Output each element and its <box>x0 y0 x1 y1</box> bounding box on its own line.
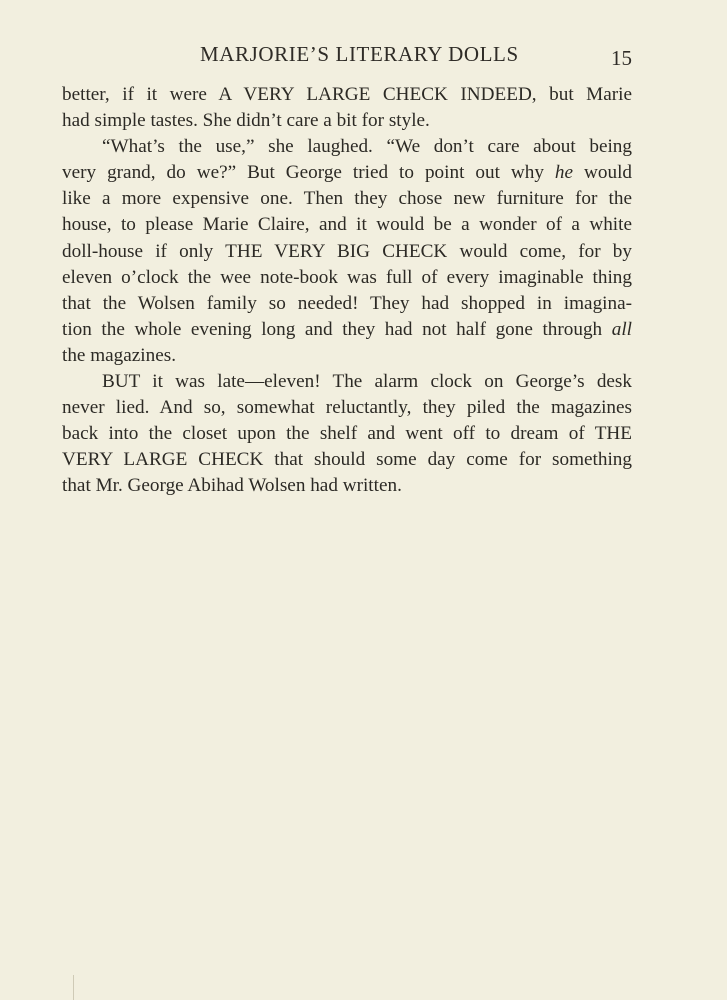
text-line: back into the closet upon the shelf and went off to dream of THE <box>62 423 632 445</box>
text-line: that Mr. George Abihad Wolsen had written. <box>62 475 402 497</box>
text-line: that the Wolsen family so needed! They had shopped in imagina- <box>62 292 632 314</box>
running-head <box>0 42 727 72</box>
emphasis-text: all <box>611 318 632 340</box>
text-line: “What’s the use,” she laughed. “We don’t care about being <box>102 136 632 158</box>
text-line: house, to please Marie Claire, and it would be a wonder of a white <box>62 214 632 236</box>
text-line: BUT it was late—eleven! The alarm clock on George’s desk <box>102 371 632 393</box>
text-line: like a more expensive one. Then they chose new furniture for the <box>62 188 632 210</box>
text-line: VERY LARGE CHECK that should some day come for something <box>62 449 632 471</box>
text-line: the magazines. <box>62 344 177 366</box>
text-line: doll-house if only THE VERY BIG CHECK would come, for by <box>62 240 632 262</box>
emphasis-text: he <box>554 162 574 184</box>
page-edge-mark <box>73 975 74 1000</box>
text-line: very grand, do we?” But George tried to point out why he would <box>62 162 632 184</box>
body-text <box>62 82 632 500</box>
text-line: better, if it were A VERY LARGE CHECK INDEED, but Marie <box>62 84 632 105</box>
page-number: 15 <box>611 46 632 70</box>
text-line: eleven o’clock the wee note-book was full of every imaginable thing <box>62 266 632 288</box>
running-title: MARJORIE’S LITERARY DOLLS <box>200 42 519 66</box>
text-line: never lied. And so, somewhat reluctantly, they piled the magazines <box>62 397 632 419</box>
text-line: tion the whole evening long and they had not half gone through all <box>62 318 632 340</box>
text-line: had simple tastes. She didn’t care a bit for style. <box>62 110 430 132</box>
